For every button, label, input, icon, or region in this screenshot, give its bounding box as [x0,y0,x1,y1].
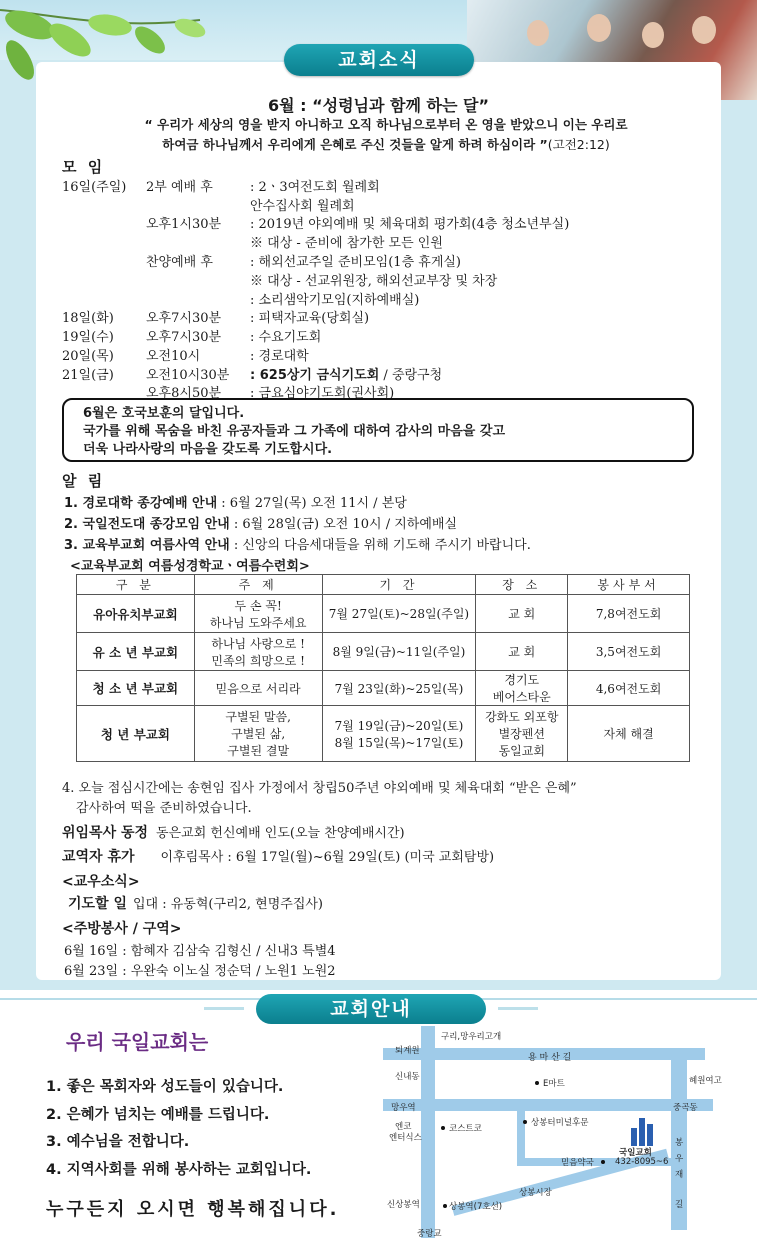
map-label: 봉 [675,1138,684,1148]
announcement-4-line-2: 감사하여 떡을 준비하였습니다. [76,801,252,816]
meeting-day: 21일(금) [62,368,114,383]
map-label: E마트 [543,1079,565,1089]
map-marker [443,1204,447,1208]
place-cell: 강화도 외포항 별장펜션 동일교회 [476,706,568,762]
church-intro-title: 우리 국일교회는 [40,1022,240,1062]
section-label-info: 교회안내 [256,994,486,1024]
announcement-3: 3. 교육부교회 여름사역 안내 : 신앙의 다음세대들을 위해 기도해 주시기 바랍니다. [64,538,531,553]
period-cell: 7월 27일(토)~28일(주일) [322,595,476,633]
summer-programs-subheading: <교육부교회 여름성경학교ㆍ여름수련회> [70,559,310,574]
announcement-1: 1. 경로대학 종강예배 안내 : 6월 27일(목) 오전 11시 / 본당 [64,496,407,511]
place-cell: 경기도 베어스타운 [476,671,568,706]
theme-cell: 두 손 꼭! 하나님 도와주세요 [194,595,322,633]
period-cell: 7월 23일(화)~25일(목) [322,671,476,706]
table-header-cell: 장 소 [476,575,568,595]
service-cell: 3,5여전도회 [568,633,690,671]
map-label: 퇴계원 [395,1046,420,1056]
kitchen-service-heading: <주방봉사 / 구역> [62,921,182,937]
church-point: 1. 좋은 목회자와 성도들이 있습니다. [46,1079,284,1095]
notice-line-3: 더욱 나라사랑의 마음을 갖도록 기도합시다. [83,442,333,457]
theme-cell: 믿음으로 서리라 [194,671,322,706]
meeting-description: : 금요심야기도회(권사회) [250,386,395,401]
church-point: 4. 지역사회를 위해 봉사하는 교회입니다. [46,1161,312,1178]
section-label-news: 교회소식 [284,44,474,76]
service-cell: 7,8여전도회 [568,595,690,633]
meeting-day: 19일(수) [62,330,114,345]
period-cell: 7월 19일(금)~20일(토) 8월 15일(목)~17일(토) [322,706,476,762]
map-label: 용 마 산 길 [528,1053,572,1063]
dept-cell: 청 소 년 부교회 [77,671,195,706]
kitchen-service-line-2: 6월 23일 : 우완숙 이노실 정순덕 / 노원1 노원2 [64,964,336,979]
table-row [77,706,690,762]
map-label: 혜원여고 [689,1076,722,1086]
meeting-description: : 2019년 야외예배 및 체육대회 평가회(4층 청소년부실) [250,217,570,232]
pastor-activity: 위임목사 동정 동은교회 헌신예배 인도(오늘 찬양예배시간) [62,825,405,841]
meeting-description: : 수요기도회 [250,330,322,345]
church-point: 2. 은혜가 넘치는 예배를 드립니다. [46,1106,270,1123]
meeting-time: 찬양예배 후 [146,255,213,270]
map-label: 상봉시장 [519,1188,552,1198]
map-label: 중랑교 [417,1229,442,1239]
notice-line-1: 6월은 호국보훈의 달입니다. [83,406,245,421]
map-marker [601,1160,605,1164]
map-label-phone: 432-8095~6 [615,1157,669,1167]
map-label: 중곡동 [673,1103,698,1113]
map-label: 우 [675,1154,684,1164]
map-label: 상봉역(7호선) [449,1202,503,1212]
verse-reference: (고전2:12) [547,137,610,152]
meeting-description: : 소리샘악기모임(지하예배실) [250,293,420,308]
meeting-time: 오후8시50분 [146,386,222,401]
meeting-description: : 625상기 금식기도회 / 중랑구청 [250,368,443,383]
church-points-list [46,1074,311,1184]
meetings-heading: 모 임 [62,158,106,176]
theme-cell: 구별된 말씀, 구별된 삶, 구별된 결말 [194,706,322,762]
verse-line-2: 하여금 하나님께서 우리에게 은혜로 주신 것들을 알게 하려 하심이라 ” [162,137,548,152]
table-row [77,671,690,706]
map-label: 재 [675,1170,684,1180]
welcome-message: 누구든지 오시면 행복해집니다. [46,1199,340,1220]
period-cell: 8월 9일(금)~11일(주일) [322,633,476,671]
service-cell: 4,6여전도회 [568,671,690,706]
map-label: 신내동 [395,1072,420,1082]
meeting-day: 16일(주일) [62,180,127,195]
meeting-description: : 피택자교육(당회실) [250,311,370,326]
meeting-description: ※ 대상 - 준비에 참가한 모든 인원 [250,236,443,251]
table-row [77,633,690,671]
meeting-day: 18일(화) [62,311,114,326]
announcements-heading: 알 림 [62,472,106,490]
meeting-day: 20일(목) [62,349,114,364]
place-cell: 교 회 [476,595,568,633]
meeting-time: 오후7시30분 [146,311,222,326]
place-cell: 교 회 [476,633,568,671]
members-news-heading: <교우소식> [62,874,140,890]
map-label: 믿음약국 [561,1158,594,1168]
summer-programs-table [76,574,690,762]
monthly-theme-title: 6월 : “성령님과 함께 하는 달” [268,96,489,115]
table-header-cell: 봉사부서 [568,575,690,595]
map-label: 상봉터미널후문 [531,1118,589,1128]
map-marker [523,1120,527,1124]
map-road-junggok [383,1099,713,1111]
map-marker [441,1126,445,1130]
map-label: 엔코 [395,1122,412,1132]
table-header-cell: 기 간 [322,575,476,595]
meeting-description: 안수집사회 월례회 [250,199,355,214]
map-label: 신상봉역 [387,1200,420,1210]
staff-vacation: 교역자 휴가 이후림목사 : 6월 17일(월)~6월 29일(토) (미국 교회탐방) [62,849,495,865]
meeting-time: 오후7시30분 [146,330,222,345]
theme-cell: 하나님 사랑으로 ! 민족의 희망으로 ! [194,633,322,671]
table-header-cell: 주 제 [194,575,322,595]
table-row [77,595,690,633]
dept-cell: 청 년 부교회 [77,706,195,762]
verse-line-1: “ 우리가 세상의 영을 받지 아니하고 오직 하나님으로부터 온 영을 받았으니 이는 우리로 [144,117,628,132]
meeting-description: ※ 대상 - 선교위원장, 해외선교부장 및 차장 [250,274,498,289]
map-label: 구리,망우리고개 [441,1032,502,1042]
map-label-church: 국일교회 [619,1148,652,1158]
meeting-description: : 해외선교주일 준비모임(1층 휴게실) [250,255,462,270]
notice-line-2: 국가를 위해 목숨을 바친 유공자들과 그 가족에 대하여 감사의 마음을 갖고 [83,424,505,439]
table-header-row [77,575,690,595]
meeting-description: : 2ㆍ3여전도회 월례회 [250,180,380,195]
map-road-small [517,1108,525,1164]
scripture-verse [66,115,706,155]
announcement-4-line-1: 4. 오늘 점심시간에는 송현임 집사 가정에서 창립50주년 야외예배 및 체육대회 “받은 은혜” [62,781,577,796]
meeting-description: : 경로대학 [250,349,309,364]
map-label: 엔터식스 [389,1133,422,1143]
table-header-cell: 구 분 [77,575,195,595]
prayer-request: 기도할 일 입대 : 유동혁(구리2, 현명주집사) [68,896,324,912]
map-label: 망우역 [391,1103,416,1113]
meeting-time: 2부 예배 후 [146,180,213,195]
meeting-time: 오전10시 [146,349,201,364]
church-building-icon [631,1118,653,1146]
dept-cell: 유아유치부교회 [77,595,195,633]
announcement-2: 2. 국일전도대 종강모임 안내 : 6월 28일(금) 오전 10시 / 지하예배실 [64,517,458,532]
service-cell: 자체 해결 [568,706,690,762]
kitchen-service-line-1: 6월 16일 : 함혜자 김삼숙 김형신 / 신내3 특별4 [64,944,336,959]
church-point: 3. 예수님을 전합니다. [46,1134,190,1150]
meeting-time: 오전10시30분 [146,368,230,383]
map-label: 코스트코 [449,1124,482,1134]
location-map [383,1026,723,1238]
meeting-time: 오후1시30분 [146,217,222,232]
notice-box [62,398,694,462]
map-label: 길 [675,1200,684,1210]
map-marker [535,1081,539,1085]
dept-cell: 유 소 년 부교회 [77,633,195,671]
